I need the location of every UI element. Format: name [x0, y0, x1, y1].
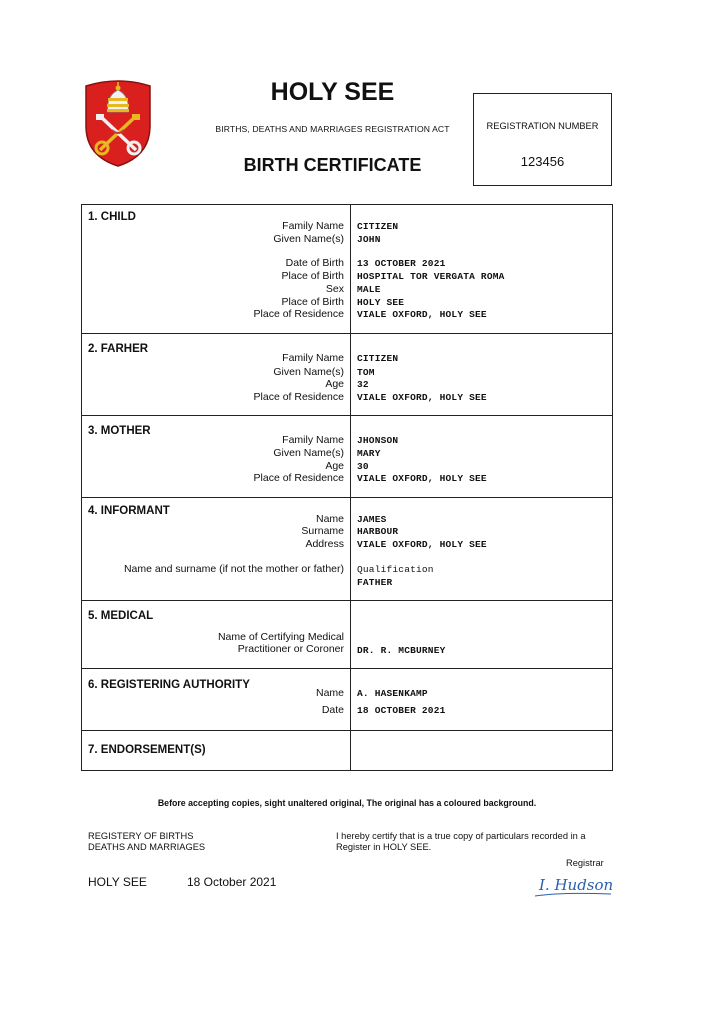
certify-line2: Register in HOLY SEE. [336, 842, 432, 852]
mother-given-names-label: Given Name(s) [273, 447, 344, 459]
mother-family-name-label: Family Name [282, 434, 344, 446]
section-divider [81, 668, 613, 669]
mother-given-names-value: MARY [357, 448, 381, 459]
footer-place: HOLY SEE [88, 875, 147, 889]
signature-text: I. Hudson [539, 876, 614, 894]
certificate-country-title: HOLY SEE [270, 78, 395, 106]
child-dob-value: 13 OCTOBER 2021 [357, 258, 446, 269]
endorsement-section-heading: 7. ENDORSEMENT(S) [88, 744, 206, 756]
certify-line1: I hereby certify that is a true copy of particulars recorded in a [336, 831, 586, 841]
registrar-signature [533, 872, 613, 900]
child-given-names-value: JOHN [357, 234, 381, 245]
mother-age-label: Age [325, 460, 344, 472]
section-divider [81, 600, 613, 601]
registrar-label: Registrar [566, 858, 604, 868]
father-residence-value: VIALE OXFORD, HOLY SEE [357, 392, 487, 403]
father-given-names-label: Given Name(s) [273, 366, 344, 378]
table-column-divider [350, 204, 351, 771]
footer-date: 18 October 2021 [187, 875, 277, 889]
father-given-names-value: TOM [357, 367, 375, 378]
informant-address-label: Address [305, 538, 344, 550]
informant-qualification-label: Qualification [357, 564, 434, 575]
registration-number-value: 123456 [520, 154, 565, 169]
registration-number-box [473, 93, 612, 186]
child-family-name-label: Family Name [282, 220, 344, 232]
child-residence-label: Place of Residence [253, 308, 344, 320]
child-section-heading: 1. CHILD [88, 211, 136, 223]
informant-surname-value: HARBOUR [357, 526, 399, 537]
authority-date-label: Date [321, 704, 344, 716]
informant-section-heading: 4. INFORMANT [88, 505, 170, 517]
informant-name-label: Name [315, 513, 344, 525]
medical-label-line2: Practitioner or Coroner [237, 643, 344, 655]
signature-underline [533, 890, 613, 898]
father-residence-label: Place of Residence [253, 391, 344, 403]
informant-address-value: VIALE OXFORD, HOLY SEE [357, 539, 487, 550]
child-given-names-label: Given Name(s) [273, 233, 344, 245]
medical-practitioner-value: DR. R. MCBURNEY [357, 645, 446, 656]
child-place-of-birth2-label: Place of Birth [281, 296, 344, 308]
medical-section-heading: 5. MEDICAL [88, 610, 154, 622]
informant-qualification-value: FATHER [357, 577, 393, 588]
father-section-heading: 2. FARHER [88, 343, 149, 355]
child-place-of-birth2-value: HOLY SEE [357, 297, 405, 308]
father-age-value: 32 [357, 379, 369, 390]
mother-age-value: 30 [357, 461, 369, 472]
section-divider [81, 333, 613, 334]
section-divider [81, 415, 613, 416]
authority-name-label: Name [315, 687, 344, 699]
section-divider [81, 730, 613, 731]
informant-surname-label: Surname [301, 525, 344, 537]
child-dob-label: Date of Birth [285, 257, 344, 269]
mother-residence-label: Place of Residence [253, 472, 344, 484]
registration-act-subtitle: BIRTHS, DEATHS AND MARRIAGES REGISTRATION ACT [215, 124, 450, 134]
section-divider [81, 497, 613, 498]
child-sex-value: MALE [357, 284, 381, 295]
authority-section-heading: 6. REGISTERING AUTHORITY [88, 679, 250, 691]
mother-residence-value: VIALE OXFORD, HOLY SEE [357, 473, 487, 484]
child-place-of-birth-value: HOSPITAL TOR VERGATA ROMA [357, 271, 505, 282]
authority-date-value: 18 OCTOBER 2021 [357, 705, 446, 716]
medical-label-line1: Name of Certifying Medical [217, 631, 344, 643]
mother-family-name-value: JHONSON [357, 435, 399, 446]
father-family-name-label: Family Name [282, 352, 344, 364]
authority-name-value: A. HASENKAMP [357, 688, 428, 699]
original-copy-notice: Before accepting copies, sight unaltered original, The original has a coloured background. [157, 798, 537, 808]
registration-number-label: REGISTRATION NUMBER [486, 121, 599, 131]
child-sex-label: Sex [325, 283, 344, 295]
holy-see-coat-of-arms-icon [82, 78, 154, 168]
mother-section-heading: 3. MOTHER [88, 425, 151, 437]
child-residence-value: VIALE OXFORD, HOLY SEE [357, 309, 487, 320]
father-family-name-value: CITIZEN [357, 353, 399, 364]
informant-note-label: Name and surname (if not the mother or father) [123, 563, 344, 575]
registry-line2: DEATHS AND MARRIAGES [88, 842, 206, 852]
registry-line1: REGISTERY OF BIRTHS [88, 831, 194, 841]
father-age-label: Age [325, 378, 344, 390]
informant-name-value: JAMES [357, 514, 387, 525]
child-place-of-birth-label: Place of Birth [281, 270, 344, 282]
child-family-name-value: CITIZEN [357, 221, 399, 232]
document-title: BIRTH CERTIFICATE [243, 155, 422, 175]
